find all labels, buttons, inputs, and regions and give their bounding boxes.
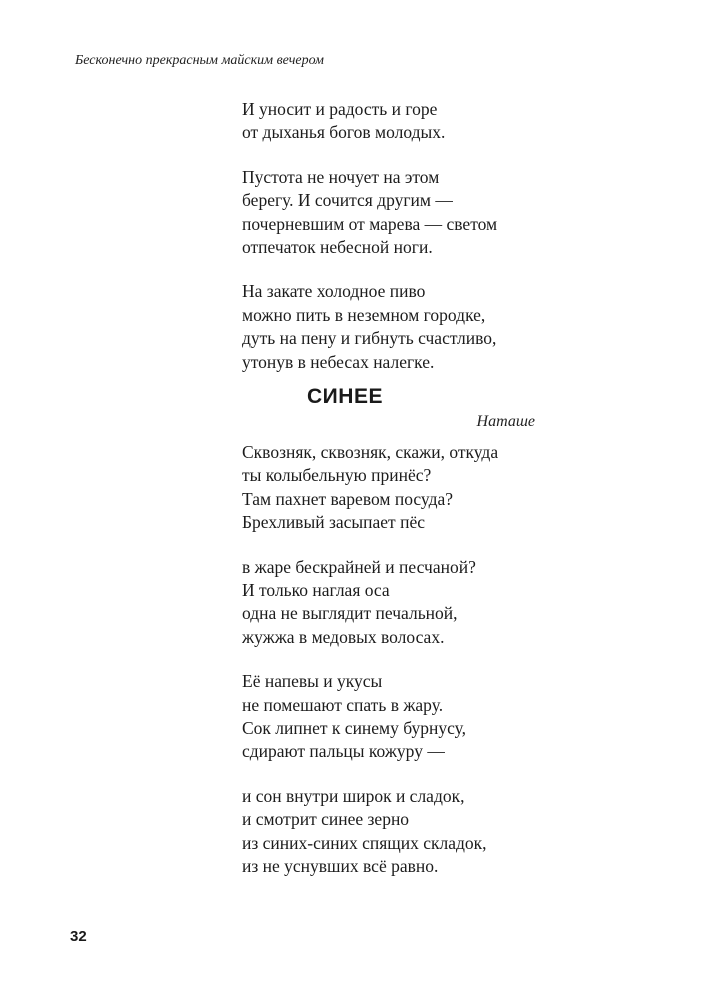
stanza — [242, 556, 498, 650]
poem-line: Пустота не ночует на этом — [242, 166, 440, 187]
stanza — [242, 280, 497, 374]
poem-line: И только наглая оса — [242, 580, 390, 601]
poem-line: ты колыбельную принёс? — [242, 465, 432, 486]
poem-line: в жаре бескрайней и песчаной? — [242, 556, 476, 577]
poem-line: Брехливый засыпает пёс — [242, 512, 425, 533]
stanza — [242, 670, 498, 764]
poem-line: дуть на пену и гибнуть счастливо, — [242, 328, 497, 349]
poem-line: сдирают пальцы кожуру — — [242, 741, 445, 762]
stanza — [242, 785, 498, 879]
poem-line: из не уснувших всё равно. — [242, 856, 439, 877]
running-head: Бесконечно прекрасным майским вечером — [75, 53, 324, 68]
poem-line: Сок липнет к синему бурнусу, — [242, 718, 467, 739]
poem-main — [242, 441, 498, 879]
poem-line: одна не выглядит печальной, — [242, 603, 458, 624]
poem-line: из синих-синих спящих складок, — [242, 832, 487, 853]
poem-line: берегу. И сочится другим — — [242, 190, 453, 211]
poem-line: Её напевы и укусы — [242, 671, 383, 692]
poem-line: Там пахнет варевом посуда? — [242, 488, 454, 509]
poem-line: отпечаток небесной ноги. — [242, 237, 433, 258]
poem-line: и сон внутри широк и сладок, — [242, 785, 465, 806]
poem-line: почерневшим от марева — светом — [242, 213, 498, 234]
poem-line: И уносит и радость и горе — [242, 99, 438, 119]
poem-line: утонув в небесах налегке. — [242, 351, 435, 372]
poem-line: можно пить в неземном городке, — [242, 304, 486, 325]
poem-title: СИНЕЕ — [307, 385, 383, 408]
poem-line: от дыханья богов молодых. — [242, 122, 446, 143]
page-number: 32 — [70, 928, 87, 945]
poem-dedication: Наташе — [476, 413, 535, 430]
poem-top — [242, 98, 497, 374]
stanza — [242, 166, 497, 260]
poem-line: не помешают спать в жару. — [242, 694, 444, 715]
poem-line: и смотрит синее зерно — [242, 809, 410, 830]
poem-line: жужжа в медовых волосах. — [242, 626, 445, 647]
poem-line: Сквозняк, сквозняк, скажи, откуда — [242, 442, 499, 462]
poem-line: На закате холодное пиво — [242, 281, 426, 302]
stanza — [242, 441, 498, 535]
stanza — [242, 98, 497, 145]
